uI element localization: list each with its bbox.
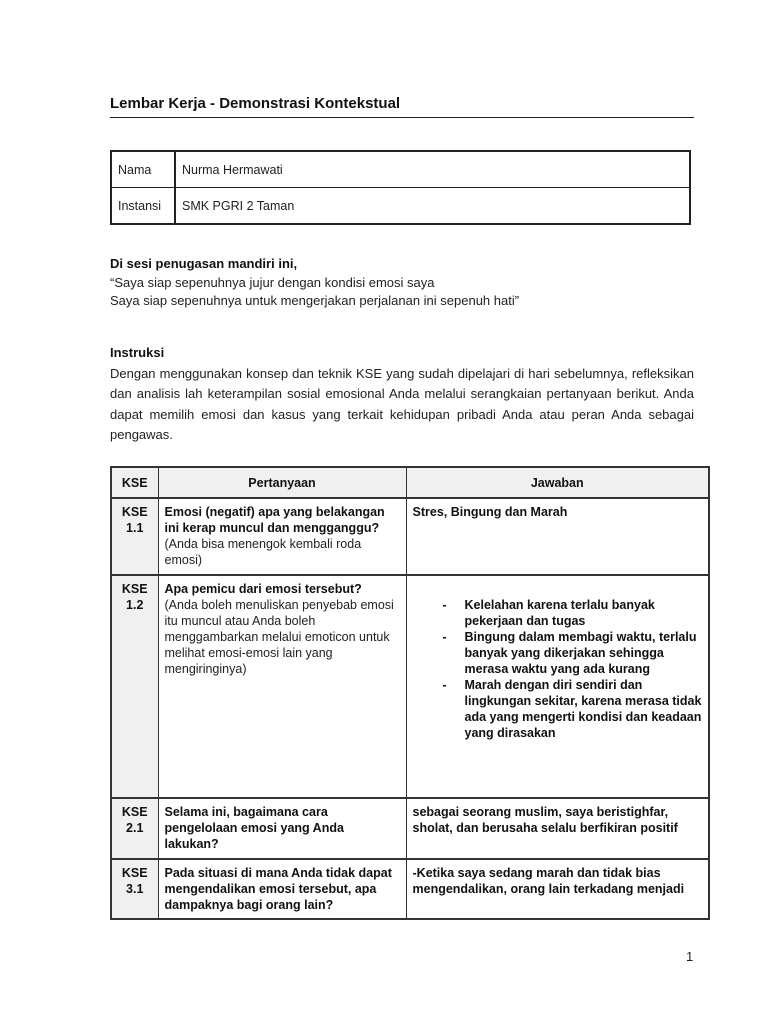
- instructions-body: Dengan menggunakan konsep dan teknik KSE yang sudah dipelajari di hari sebelumnya, refleksikan dan analisis lah keterampilan sosial emosional Anda melalui serangkaian pertanyaan berikut. Anda dapat memilih emosi dan kasus yang terkait kehidupan pribadi Anda atau peran Anda sebagai pengawas.: [110, 365, 694, 442]
- header-jawaban: Jawaban: [406, 467, 709, 498]
- identity-table: [110, 150, 691, 225]
- question-note: (Anda boleh menuliskan penyebab emosi itu muncul atau Anda boleh menggambarkan melalui emoticon untuk melihat emosi-emosi lain yang mengiringinya): [164, 598, 394, 676]
- question-note: (Anda bisa menengok kembali roda emosi): [164, 537, 362, 567]
- table-row: [111, 798, 709, 859]
- kse-code-number: 1.1: [126, 521, 144, 535]
- kse-table-header: [111, 467, 709, 498]
- kse-code-label: KSE: [121, 582, 148, 596]
- header-pertanyaan: Pertanyaan: [158, 467, 406, 498]
- kse-code: [111, 859, 158, 919]
- answer-list-item: - Marah dengan diri sendiri dan lingkungan sekitar, karena merasa tidak ada yang mengerti kondisi dan keadaan yang dirasakan: [443, 677, 703, 741]
- kse-code-label: KSE: [121, 505, 148, 519]
- intro-section: [110, 255, 694, 311]
- table-row: [111, 575, 709, 798]
- table-row: [111, 498, 709, 575]
- answer-cell: Stres, Bingung dan Marah: [406, 498, 709, 575]
- intro-heading: Di sesi penugasan mandiri ini,: [110, 256, 298, 271]
- institution-value: SMK PGRI 2 Taman: [175, 188, 690, 225]
- identity-row-institution: [111, 188, 690, 225]
- answer-list-item: - Kelelahan karena terlalu banyak pekerjaan dan tugas: [443, 597, 703, 629]
- name-value: Nurma Hermawati: [175, 151, 690, 188]
- identity-row-name: [111, 151, 690, 188]
- title-divider: [110, 117, 694, 118]
- page-title: Lembar Kerja - Demonstrasi Kontekstual: [110, 95, 401, 112]
- kse-code: [111, 575, 158, 798]
- question-cell: [158, 575, 406, 798]
- kse-code-label: KSE: [121, 805, 148, 819]
- kse-code: [111, 798, 158, 859]
- question-cell: [158, 498, 406, 575]
- kse-code-number: 2.1: [126, 821, 144, 835]
- instructions-heading: Instruksi: [110, 345, 165, 360]
- question-text: Emosi (negatif) apa yang belakangan ini kerap muncul dan mengganggu?: [164, 505, 385, 535]
- table-row: [111, 859, 709, 919]
- intro-line-2: Saya siap sepenuhnya untuk mengerjakan perjalanan ini sepenuh hati”: [110, 293, 520, 308]
- instructions-section: [110, 343, 694, 446]
- question-cell: [158, 798, 406, 859]
- kse-code-label: KSE: [121, 866, 148, 880]
- question-text: Pada situasi di mana Anda tidak dapat mengendalikan emosi tersebut, apa dampaknya bagi orang lain?: [164, 866, 392, 912]
- kse-code-number: 1.2: [126, 598, 144, 612]
- kse-table: [110, 466, 710, 920]
- answer-cell: -Ketika saya sedang marah dan tidak bias mengendalikan, orang lain terkadang menjadi: [406, 859, 709, 919]
- answer-list-item: - Bingung dalam membagi waktu, terlalu banyak yang dikerjakan sehingga merasa waktu yang ada kurang: [443, 629, 703, 677]
- answer-list: [413, 597, 703, 741]
- answer-cell: sebagai seorang muslim, saya beristighfar, sholat, dan berusaha selalu berfikiran positif: [406, 798, 709, 859]
- institution-label: Instansi: [111, 188, 175, 225]
- question-cell: [158, 859, 406, 919]
- kse-code: [111, 498, 158, 575]
- question-text: Selama ini, bagaimana cara pengelolaan emosi yang Anda lakukan?: [164, 805, 344, 851]
- header-kse: KSE: [111, 467, 158, 498]
- page-number: 1: [686, 949, 694, 964]
- kse-code-number: 3.1: [126, 882, 144, 896]
- name-label: Nama: [111, 151, 175, 188]
- intro-line-1: “Saya siap sepenuhnya jujur dengan kondisi emosi saya: [110, 274, 435, 290]
- answer-cell: [406, 575, 709, 798]
- question-text: Apa pemicu dari emosi tersebut?: [164, 582, 362, 596]
